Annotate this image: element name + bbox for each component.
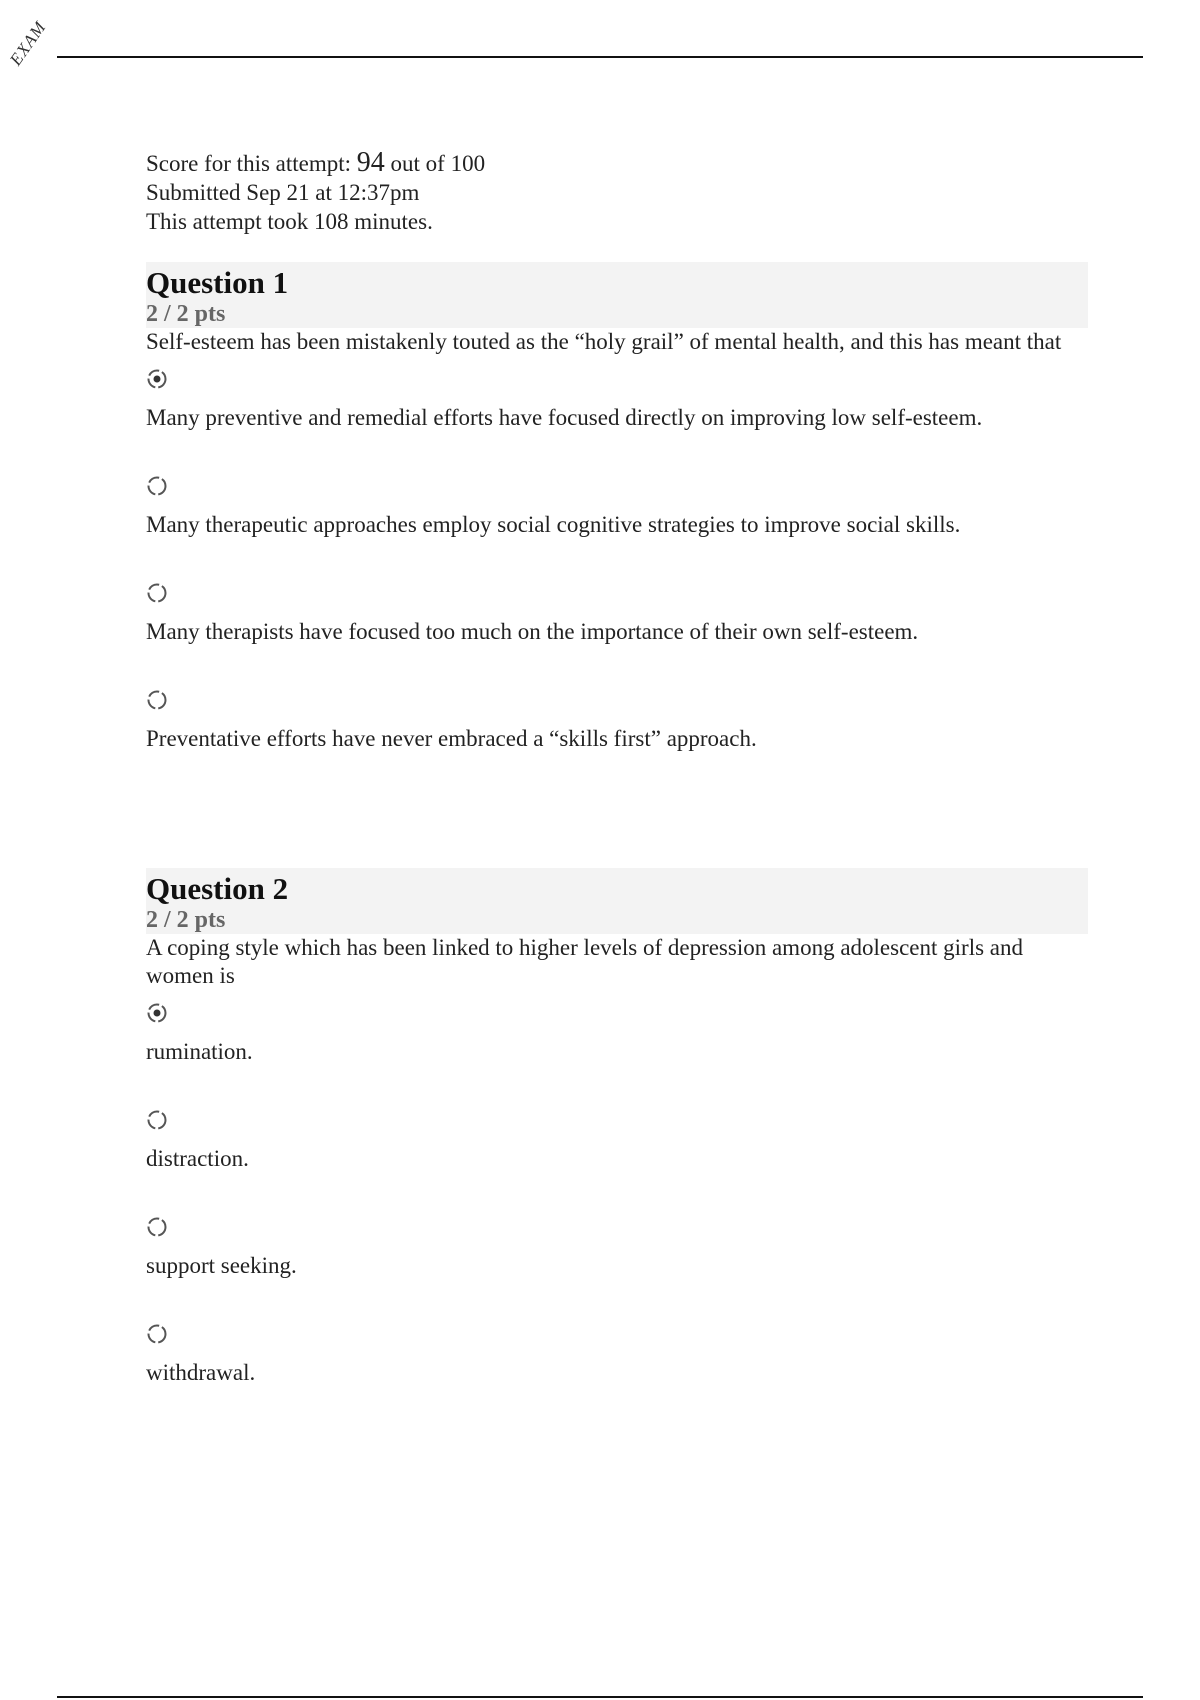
- score-prefix: Score for this attempt:: [146, 151, 357, 176]
- answer-label: support seeking.: [146, 1253, 297, 1278]
- submitted-line: Submitted Sep 21 at 12:37pm: [146, 180, 420, 205]
- answer-option[interactable]: [146, 368, 1088, 475]
- radio-unselected-icon[interactable]: [146, 689, 168, 711]
- question-text: A coping style which has been linked to higher levels of depression among adolescent girls and women is: [146, 935, 1023, 988]
- answer-option[interactable]: [146, 475, 1088, 582]
- answer-label: rumination.: [146, 1039, 253, 1064]
- answer-option[interactable]: [146, 689, 1088, 796]
- score-line: [146, 148, 485, 178]
- answer-option[interactable]: [146, 1109, 1088, 1216]
- answer-list: [146, 368, 1088, 796]
- top-divider: [57, 56, 1143, 58]
- question-points: 2 / 2 pts: [146, 301, 226, 327]
- question-points: 2 / 2 pts: [146, 907, 226, 933]
- answer-option[interactable]: [146, 582, 1088, 689]
- duration-line: This attempt took 108 minutes.: [146, 209, 433, 234]
- question-text: Self-esteem has been mistakenly touted as the “holy grail” of mental health, and this has meant that: [146, 329, 1062, 354]
- answer-label: Many preventive and remedial efforts have focused directly on improving low self-esteem.: [146, 405, 983, 430]
- question-title: Question 2: [146, 871, 289, 906]
- answer-label: withdrawal.: [146, 1360, 256, 1385]
- radio-unselected-icon[interactable]: [146, 1216, 168, 1238]
- radio-unselected-icon[interactable]: [146, 475, 168, 497]
- radio-selected-icon[interactable]: [146, 1002, 168, 1024]
- exam-watermark: EXAM: [6, 17, 50, 69]
- question-header: [146, 868, 1088, 934]
- score-value: 94: [356, 147, 385, 178]
- radio-unselected-icon[interactable]: [146, 1109, 168, 1131]
- radio-selected-icon[interactable]: [146, 368, 168, 390]
- radio-unselected-icon[interactable]: [146, 1323, 168, 1345]
- answer-label: Many therapists have focused too much on the importance of their own self-esteem.: [146, 619, 919, 644]
- answer-label: Many therapeutic approaches employ social cognitive strategies to improve social skills.: [146, 512, 961, 537]
- answer-label: Preventative efforts have never embraced a “skills first” approach.: [146, 726, 757, 751]
- answer-option[interactable]: [146, 1323, 1088, 1430]
- question-header: [146, 262, 1088, 328]
- answer-option[interactable]: [146, 1216, 1088, 1323]
- question-title: Question 1: [146, 265, 289, 300]
- attempt-summary: [146, 148, 485, 236]
- question-1: [146, 262, 1088, 796]
- score-suffix: out of 100: [384, 151, 486, 176]
- answer-label: distraction.: [146, 1146, 249, 1171]
- radio-unselected-icon[interactable]: [146, 582, 168, 604]
- answer-list: [146, 1002, 1088, 1430]
- answer-option[interactable]: [146, 1002, 1088, 1109]
- question-2: [146, 868, 1088, 1430]
- bottom-divider: [57, 1696, 1143, 1698]
